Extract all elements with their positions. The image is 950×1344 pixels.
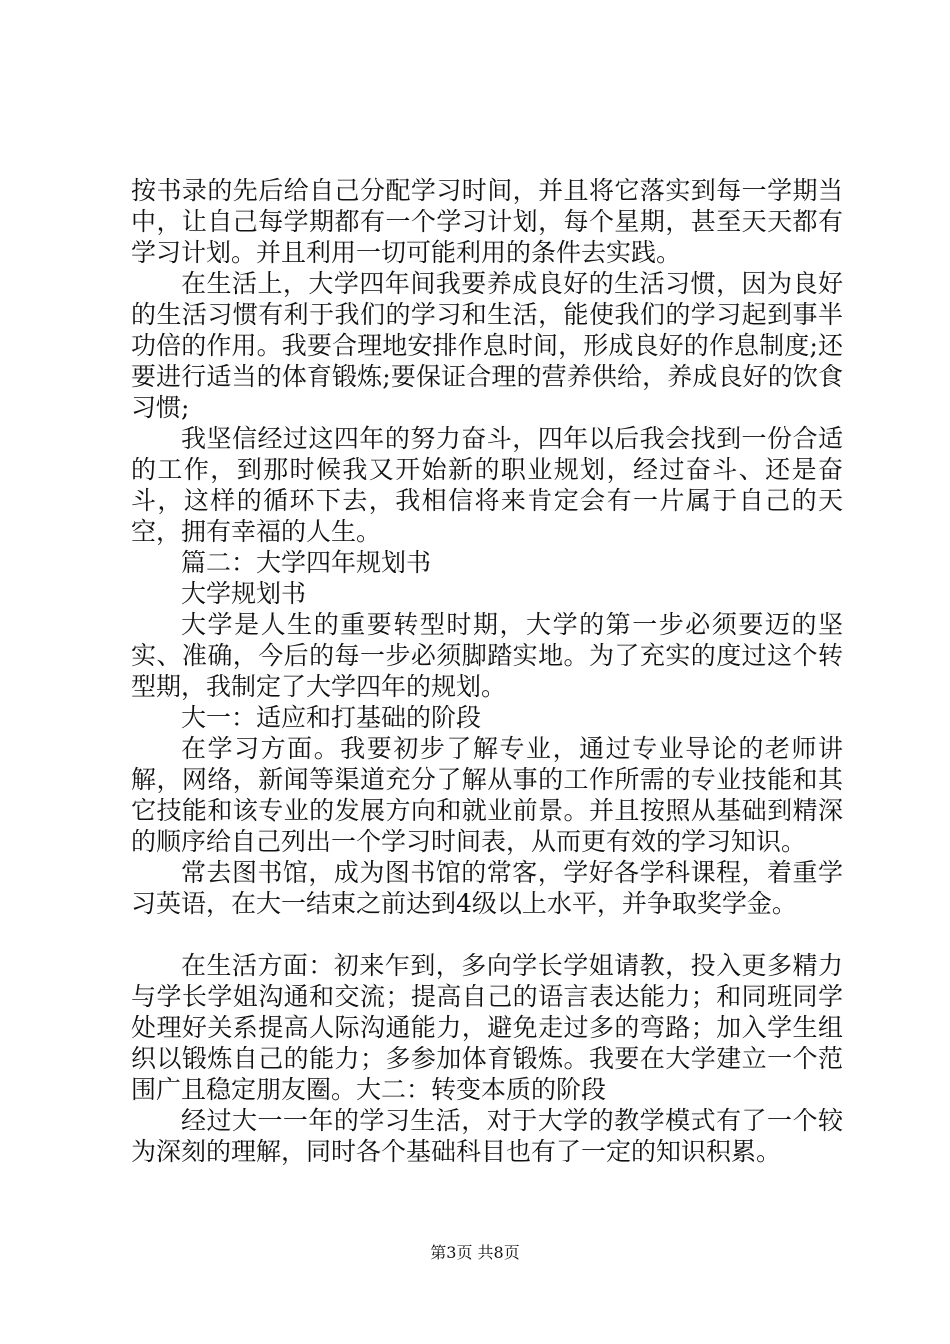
paragraph-2: 在生活上，大学四年间我要养成良好的生活习惯，因为良好的生活习惯有利于我们的学习和生活，能使我们的学习起到事半功倍的作用。我要合理地安排作息时间，形成良好的作息制度;还要进行适当的体育锻炼;要保证合理的营养供给，养成良好的饮食习惯; — [131, 269, 843, 422]
stage-heading-year-one: 大一：适应和打基础的阶段 — [181, 703, 482, 732]
paragraph-library: 常去图书馆，成为图书馆的常客，学好各学科课程，着重学习英语，在大一结束之前达到4级以上水平，并争取奖学金。 — [131, 858, 843, 918]
blank-line — [131, 919, 843, 950]
page-footer: 第3页 共8页 — [430, 1243, 520, 1262]
paragraph-life: 在生活方面：初来乍到，多向学长学姐请教，投入更多精力与学长学姐沟通和交流；提高自己的语言表达能力；和同班同学处理好关系提高人际沟通能力，避免走过多的弯路；加入学生组织以锻炼自己的能力；多参加体育锻炼。我要在大学建立一个范围广且稳定朋友圈。大二：转变本质的阶段 — [131, 951, 843, 1104]
section-heading: 篇二：大学四年规划书 — [181, 548, 432, 577]
paragraph-intro: 大学是人生的重要转型时期，大学的第一步必须要迈的坚实、准确，今后的每一步必须脚踏实地。为了充实的度过这个转型期，我制定了大学四年的规划。 — [131, 610, 843, 701]
document-title: 大学规划书 — [181, 579, 307, 608]
paragraph-1: 按书录的先后给自己分配学习时间，并且将它落实到每一学期当中，让自己每学期都有一个学习计划，每个星期，甚至天天都有学习计划。并且利用一切可能利用的条件去实践。 — [131, 176, 843, 267]
paragraph-year-two: 经过大一一年的学习生活，对于大学的教学模式有了一个较为深刻的理解，同时各个基础科目也有了一定的知识积累。 — [131, 1106, 843, 1166]
paragraph-study: 在学习方面。我要初步了解专业，通过专业导论的老师讲解，网络，新闻等渠道充分了解从事的工作所需的专业技能和其它技能和该专业的发展方向和就业前景。并且按照从基础到精深的顺序给自己列出一个学习时间表，从而更有效的学习知识。 — [131, 734, 843, 856]
document-body — [131, 175, 843, 1167]
paragraph-3: 我坚信经过这四年的努力奋斗，四年以后我会找到一份合适的工作，到那时候我又开始新的职业规划，经过奋斗、还是奋斗，这样的循环下去，我相信将来肯定会有一片属于自己的天空，拥有幸福的人生。 — [131, 424, 843, 546]
